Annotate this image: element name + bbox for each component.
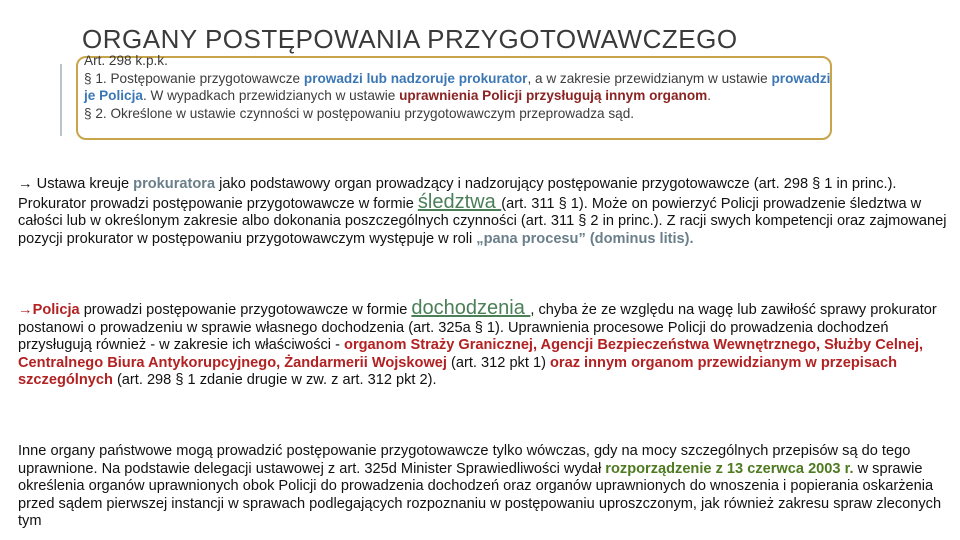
paragraph-text: , chyba że ze względu na wagę lub zawiłość sprawy prokurator postanowi o prowadzeniu w sprawie własnego dochodzenia (art. 325a § 1). Uprawnienia procesowe Policji do prowadzenia dochodzeń przysługują również - w zakresie ich właściwości - bbox=[18, 302, 937, 354]
highlight-regulation: rozporządzenie z 13 czerwca 2003 r. bbox=[605, 460, 854, 477]
quote-header: Art. 298 k.p.k. bbox=[84, 53, 168, 68]
quote-highlight-prosecutor: prowadzi lub nadzoruje prokurator bbox=[303, 70, 528, 86]
quote-text: , a w zakresie przewidzianym w ustawie bbox=[527, 70, 772, 86]
paragraph-text: w sprawie określenia organów uprawnionych obok Policji do prowadzenia dochodzeń oraz organów uprawnionych do wnoszenia i popierania oskarżenia przed sądem pierwszej instancji w sprawach podlegających rozpoznaniu w postępowaniu uproszczonym, jak również zakresu spraw zleconych tym bbox=[18, 460, 942, 530]
highlight-prosecutor: prokuratora bbox=[133, 176, 216, 192]
quote-paragraph-2: § 2. Określone w ustawie czynności w postępowaniu przygotowawczym przeprowadza sąd. bbox=[84, 105, 635, 121]
paragraph-text: Ustawa kreuje bbox=[32, 176, 134, 192]
arrow-icon: → bbox=[18, 302, 33, 318]
article-quote bbox=[84, 52, 844, 122]
paragraph-text: prowadzi postępowanie przygotowawcze w formie bbox=[79, 302, 412, 318]
decorative-vertical-bar bbox=[60, 64, 62, 136]
paragraph-other-organs bbox=[18, 443, 948, 531]
page-title: ORGANY POSTĘPOWANIA PRZYGOTOWAWCZEGO bbox=[82, 24, 738, 54]
highlight-dominus-litis: „pana procesu” (dominus litis). bbox=[476, 230, 694, 247]
paragraph-text: Inne organy państwowe mogą prowadzić postępowanie przygotowawcze tylko wówczas, gdy na mocy szczególnych przepisów są do tego uprawnione. Na podstawie delegacji ustawowej z art. 325d Minister Sprawiedliwości wydał bbox=[18, 443, 911, 477]
highlight-investigation: śledztwa bbox=[417, 190, 502, 213]
quote-highlight-other-organs: uprawnienia Policji przysługują innym organom bbox=[399, 88, 708, 103]
quote-text: . W wypadkach przewidzianych w ustawie bbox=[142, 88, 400, 103]
paragraph-text: jako podstawowy organ prowadzący i nadzorujący postępowanie przygotowawcze (art. 298 § 1 in princ.). Prokurator prowadzi postępowanie przygotowawcze w formie bbox=[18, 176, 897, 212]
quote-text: § 1. Postępowanie przygotowawcze bbox=[84, 70, 304, 86]
quote-paragraph-1 bbox=[84, 70, 844, 105]
highlight-other-organs: oraz innym organom przewidzianym w przepisach szczególnych bbox=[18, 354, 898, 389]
highlight-other-services: organom Straży Granicznej, Agencji Bezpieczeństwa Wewnętrznego, Służby Celnej, Centralnego Biura Antykorupcyjnego, Żandarmerii Wojskowej bbox=[18, 337, 924, 371]
quote-highlight-police: prowadzi je Policja bbox=[84, 70, 831, 103]
paragraph-prosecutor bbox=[18, 176, 948, 248]
paragraph-text: (art. 311 § 1). Może on powierzyć Policji prowadzenie śledztwa w całości lub w określonym zakresie albo dokonania poszczególnych czynności (art. 311 § 2 in princ.). Z racji swych kompetencji oraz zajmowanej pozycji prokurator w postępowaniu przygotowawczym występuje w roli bbox=[18, 195, 947, 247]
highlight-inquiry: dochodzenia bbox=[411, 297, 531, 319]
highlight-police: Policja bbox=[32, 302, 80, 318]
quote-text: . bbox=[707, 88, 712, 103]
paragraph-police bbox=[18, 297, 948, 390]
arrow-icon: → bbox=[18, 176, 33, 192]
paragraph-text: (art. 312 pkt 1) bbox=[446, 354, 550, 371]
paragraph-text: (art. 298 § 1 zdanie drugie w zw. z art. 312 pkt 2). bbox=[112, 372, 437, 389]
